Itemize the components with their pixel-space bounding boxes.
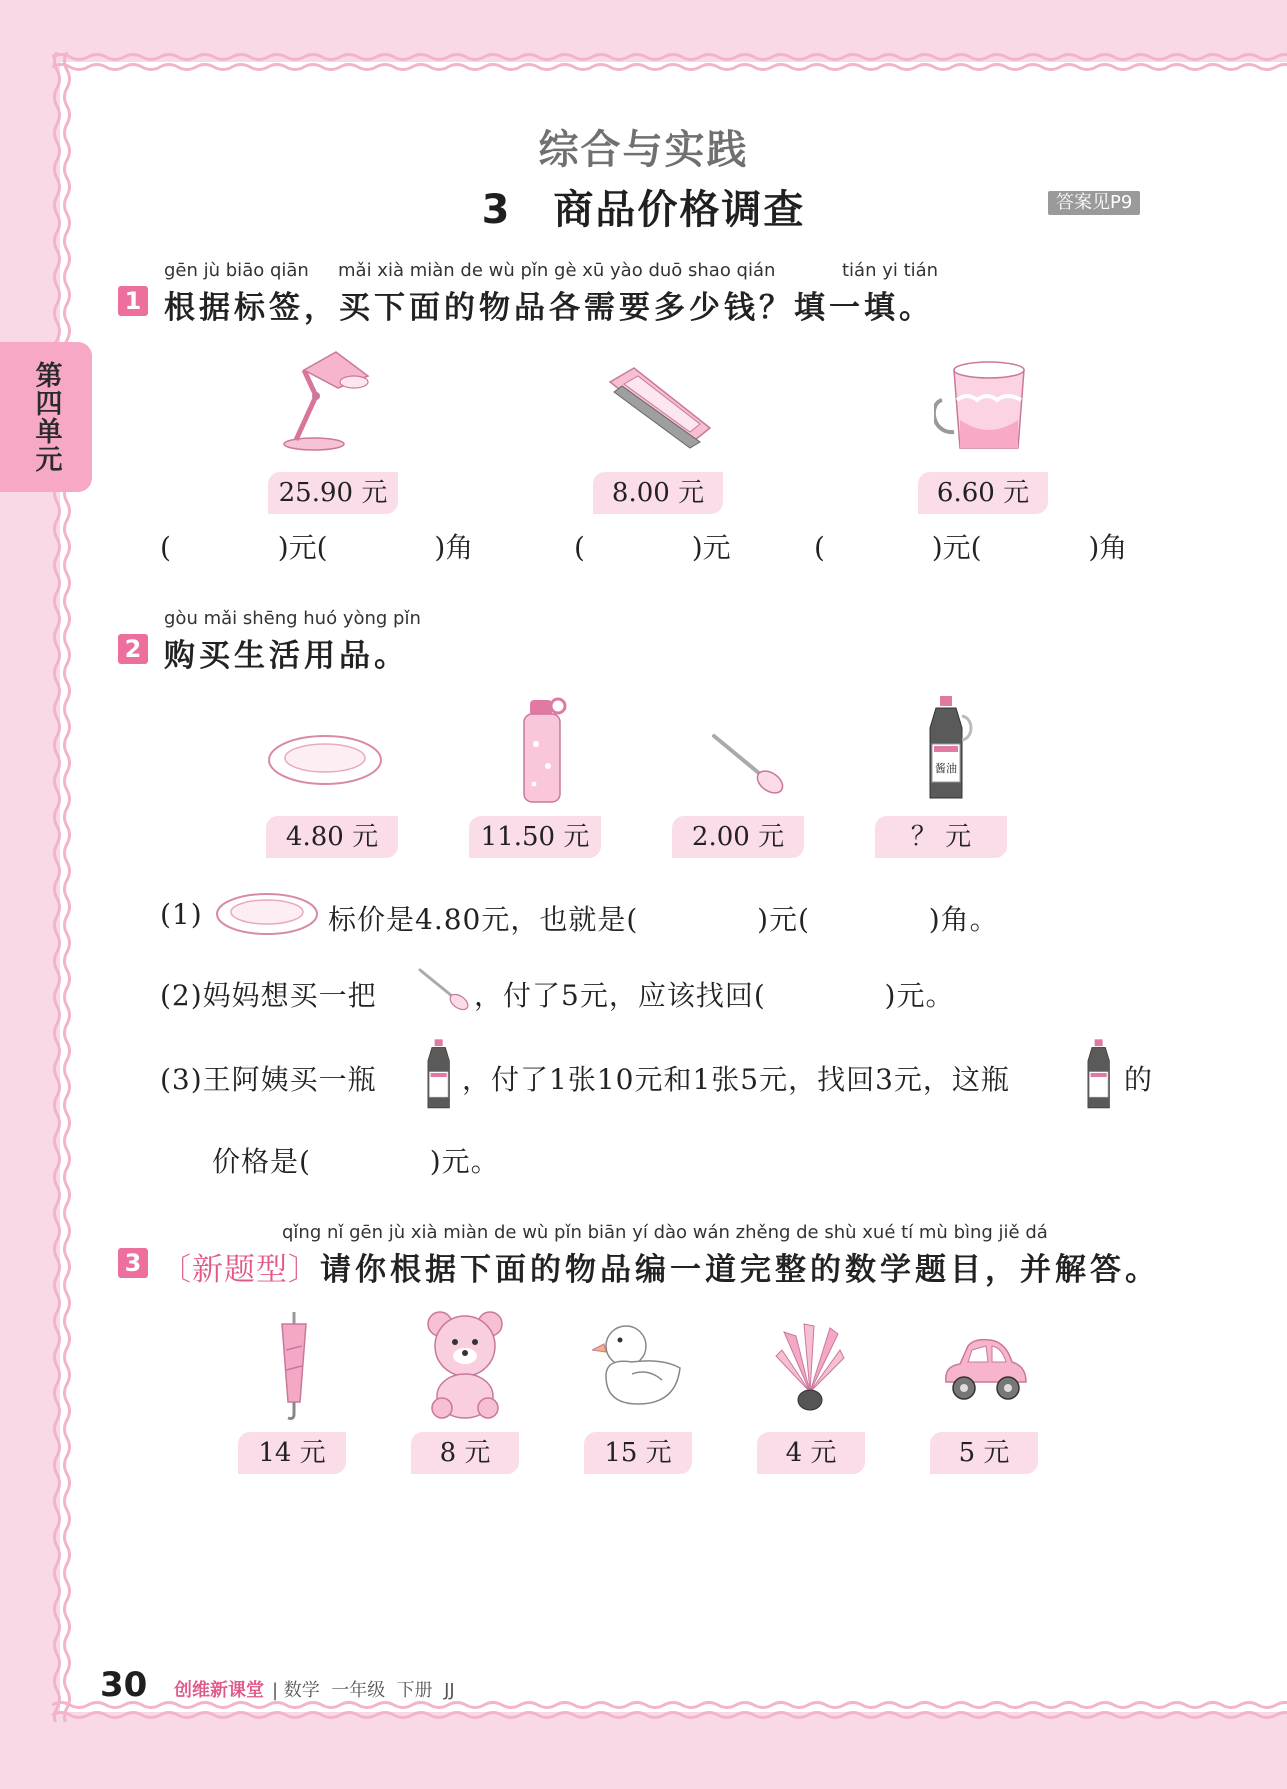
q2-price-tag-soy-sauce: ？ 元 (875, 816, 1007, 858)
duck-icon (592, 1318, 684, 1410)
q1-number: 1 (118, 286, 148, 316)
q2-sub3-text: ，付了1张10元和1张5元，找回3元，这瓶 (462, 1063, 1010, 1096)
lesson-title: 3 商品价格调查 (481, 187, 806, 233)
q1-price-tag-stapler: 8.00 元 (593, 472, 723, 514)
q2-sub3-prefix: (3)王阿姨买一瓶 (160, 1063, 377, 1096)
q1-price-tag-cup: 6.60 元 (918, 472, 1048, 514)
q1-pinyin-c: tián yi tián (842, 260, 939, 281)
q1-pinyin-a: gēn jù biāo qiān (164, 260, 309, 281)
q2-sub3-line2[interactable]: 价格是( )元。 (212, 1145, 500, 1178)
unit-tab-label: 第四单元 (30, 361, 62, 473)
plate-icon (266, 732, 384, 788)
q2-sub2-text[interactable]: ，付了5元，应该找回( )元。 (474, 979, 955, 1012)
unit-tab (0, 342, 92, 492)
umbrella-icon (272, 1310, 316, 1420)
q2-text: 购买生活用品。 (164, 638, 409, 674)
q1-answer-blank-lamp[interactable]: ( )元( )角 (160, 531, 474, 564)
q3-price-tag-duck: 15 元 (584, 1432, 692, 1474)
stapler-icon (604, 362, 714, 452)
soy-sauce-label: 酱油 (935, 762, 957, 775)
q3-price-tag-toy-car: 5 元 (930, 1432, 1038, 1474)
water-bottle-icon (518, 696, 578, 806)
footer-brand: 创维新课堂 (174, 1680, 264, 1701)
desk-lamp-icon (276, 348, 376, 453)
q3-price-tag-shuttlecock: 4 元 (757, 1432, 865, 1474)
q2-price-tag-plate: 4.80 元 (266, 816, 398, 858)
toy-car-icon (940, 1336, 1030, 1406)
footer-book-info: | 数学 一年级 下册 JJ (272, 1680, 455, 1701)
teddy-bear-icon (420, 1308, 510, 1420)
q1-text: 根据标签，买下面的物品各需要多少钱？填一填。 (164, 290, 934, 326)
q2-sub3-end: 的 (1124, 1063, 1154, 1096)
q3-price-tag-teddy-bear: 8 元 (411, 1432, 519, 1474)
q2-number: 2 (118, 634, 148, 664)
answer-reference-badge: 答案见P9 (1048, 191, 1140, 215)
q3-new-question-tag: 〔新题型〕 (160, 1252, 320, 1288)
q2-sub2-prefix: (2)妈妈想买一把 (160, 979, 377, 1012)
cup-icon (934, 360, 1034, 456)
soy-sauce-bottle-icon (922, 694, 974, 804)
shuttlecock-icon (774, 1322, 846, 1414)
q2-sub1-prefix: (1) (160, 898, 203, 931)
wavy-border-top (52, 48, 1287, 76)
page-number: 30 (100, 1665, 148, 1705)
q2-pinyin: gòu mǎi shēng huó yòng pǐn (164, 608, 421, 629)
q1-pinyin-b: mǎi xià miàn de wù pǐn gè xū yào duō shao qián (338, 260, 776, 281)
wavy-border-bottom (52, 1696, 1287, 1724)
wavy-border-left (48, 52, 76, 1722)
spoon-icon (708, 730, 788, 796)
q2-price-tag-spoon: 2.00 元 (672, 816, 804, 858)
plate-small-icon (214, 890, 320, 938)
spoon-small-icon (416, 966, 472, 1012)
q3-text: 请你根据下面的物品编一道完整的数学题目，并解答。 (320, 1252, 1160, 1288)
q1-answer-blank-stapler[interactable]: ( )元 (574, 531, 731, 564)
q2-price-tag-bottle: 11.50 元 (469, 816, 601, 858)
q2-sub1-text[interactable]: 标价是4.80元，也就是( )元( )角。 (328, 903, 999, 936)
q1-price-tag-lamp: 25.90 元 (268, 472, 398, 514)
q1-answer-blank-cup[interactable]: ( )元( )角 (814, 531, 1128, 564)
q3-pinyin: qǐng nǐ gēn jù xià miàn de wù pǐn biān yí dào wán zhěng de shù xué tí mù bìng jiě dá (282, 1222, 1048, 1243)
q3-number: 3 (118, 1248, 148, 1278)
q3-price-tag-umbrella: 14 元 (238, 1432, 346, 1474)
section-title: 综合与实践 (538, 127, 749, 173)
soy-sauce-small-icon (422, 1038, 458, 1112)
soy-sauce-small-icon-2 (1082, 1038, 1118, 1112)
q3-answer-area[interactable] (150, 1480, 1150, 1650)
